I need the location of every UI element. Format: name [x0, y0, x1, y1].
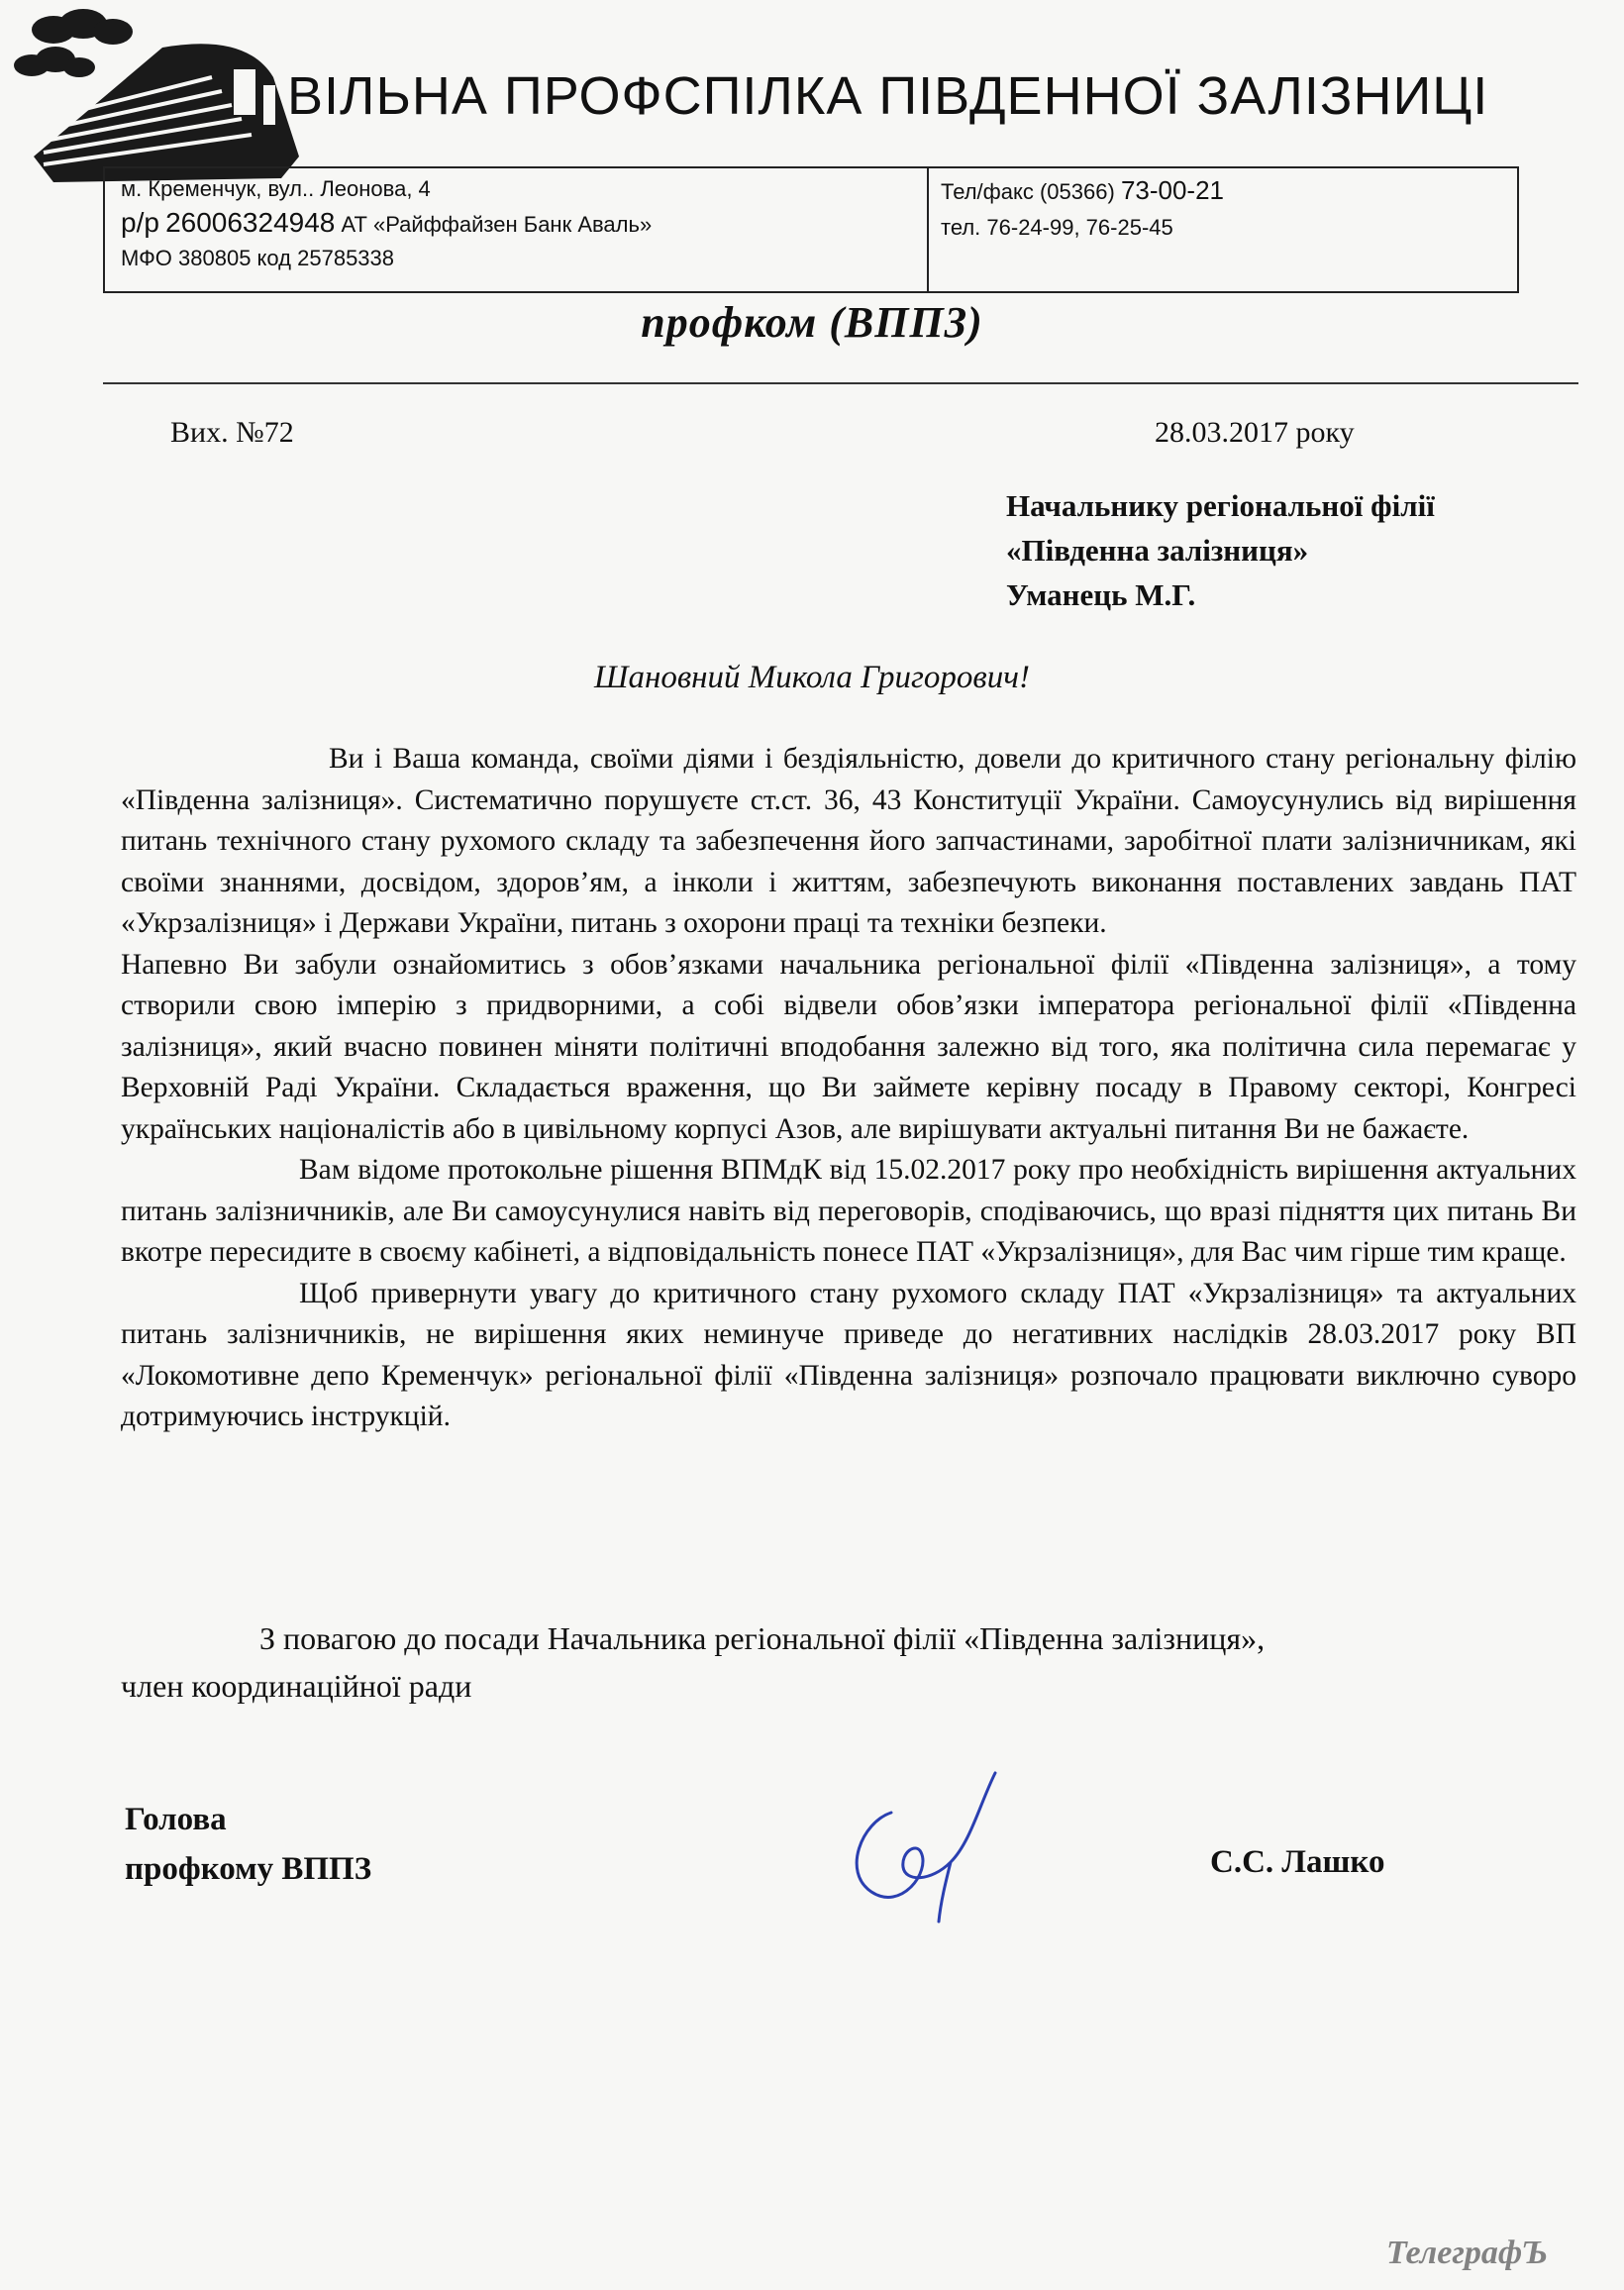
outgoing-number: Вих. №72: [170, 416, 294, 449]
tel-line: тел. 76-24-99, 76-25-45: [941, 215, 1173, 240]
closing-line: член координаційної ради: [121, 1668, 472, 1704]
address-line: м. Кременчук, вул.. Леонова, 4: [121, 176, 431, 201]
requisites-right: [941, 172, 1224, 246]
organization-title: ВІЛЬНА ПРОФСПІЛКА ПІВДЕННОЇ ЗАЛІЗНИЦІ: [287, 66, 1489, 126]
bank-name: АТ «Райффайзен Банк Аваль»: [341, 212, 653, 237]
body-paragraph: Щоб привернути увагу до критичного стану рухомого складу ПАТ «Укрзалізниця» та актуальних питань залізничників, не вирішення яких неминуче приведе до негативних наслідків 28.03.2017 року ВП «Локомотивне депо Кременчук» регіональної філії «Південна залізниця» розпочало працювати виключно суворо дотримуючись інструкцій.: [121, 1277, 1576, 1432]
closing-line: З повагою до посади Начальника регіональної філії «Південна залізниця»,: [259, 1620, 1266, 1656]
body-paragraph: Напевно Ви забули ознайомитись з обов’язками начальника регіональної філії «Південна залізниця», а тому створили свою імперію з придворними, а собі відвели обов’язки імператора регіональної філії «Південна залізниця», який вчасно повинен міняти політичні вподобання залежно від того, яка політична сила перемагає у Верховній Раді України. Складається враження, що Ви займете керівну посаду в Правому секторі, Конгресі українських націоналістів або в цивільному корпусі Азов, але вирішувати актуальні питання Ви не бажаєте.: [121, 948, 1576, 1145]
body-paragraph: Вам відоме протокольне рішення ВПМдК від 15.02.2017 року про необхідність вирішення актуальних питань залізничників, але Ви самоусунулися навіть від переговорів, сподіваючись, що вразі підняття цих питань Ви вкотре пересидите в своєму кабінеті, а відповідальність понесе ПАТ «Укрзалізниця», для Вас чим гірше тим краще.: [121, 1154, 1576, 1268]
account-number: 26006324948: [165, 207, 336, 238]
requisites-box: [103, 166, 1519, 293]
watermark: ТелеграфЪ: [1386, 2235, 1549, 2271]
tel-fax-line: Тел/факс (05366) 73-00-21: [941, 175, 1225, 205]
header-divider: [103, 382, 1578, 384]
addressee-line: Начальнику регіональної філії: [1006, 488, 1435, 523]
letter-date: 28.03.2017 року: [1155, 416, 1355, 449]
signatory-title: Голова профкому ВППЗ: [125, 1802, 372, 1887]
requisites-left: [121, 172, 652, 275]
closing-block: [121, 1614, 1265, 1710]
signatory-name: С.С. Лашко: [1210, 1844, 1385, 1880]
addressee-line: «Південна залізниця»: [1006, 533, 1309, 568]
mfo-line: МФО 380805 код 25785338: [121, 246, 395, 270]
profkom-label: профком (ВППЗ): [641, 298, 983, 347]
body-paragraph: Ви і Ваша команда, своїми діями і бездіяльністю, довели до критичного стану регіональну філію «Південна залізниця». Систематично порушуєте ст.ст. 36, 43 Конституції України. Самоусунулись від вирішення питань технічного стану рухомого складу та забезпечення його запчастинами, заробітної плати залізничникам, які своїми знаннями, досвідом, здоров’ям, а інколи і життям, забезпечують виконання поставлених завдань ПАТ «Укрзалізниця» і Держави України, питань з охорони праці та техніки безпеки.: [121, 743, 1576, 939]
handwritten-signature-icon: [832, 1753, 1030, 1931]
box-divider: [927, 168, 929, 293]
addressee-line: Уманець М.Г.: [1006, 577, 1196, 612]
greeting: Шановний Микола Григорович!: [594, 660, 1030, 695]
account-line: р/р 26006324948 АТ «Райффайзен Банк Аваль»: [121, 207, 653, 238]
letter-body: [121, 739, 1576, 1438]
addressee-block: [1006, 483, 1435, 617]
